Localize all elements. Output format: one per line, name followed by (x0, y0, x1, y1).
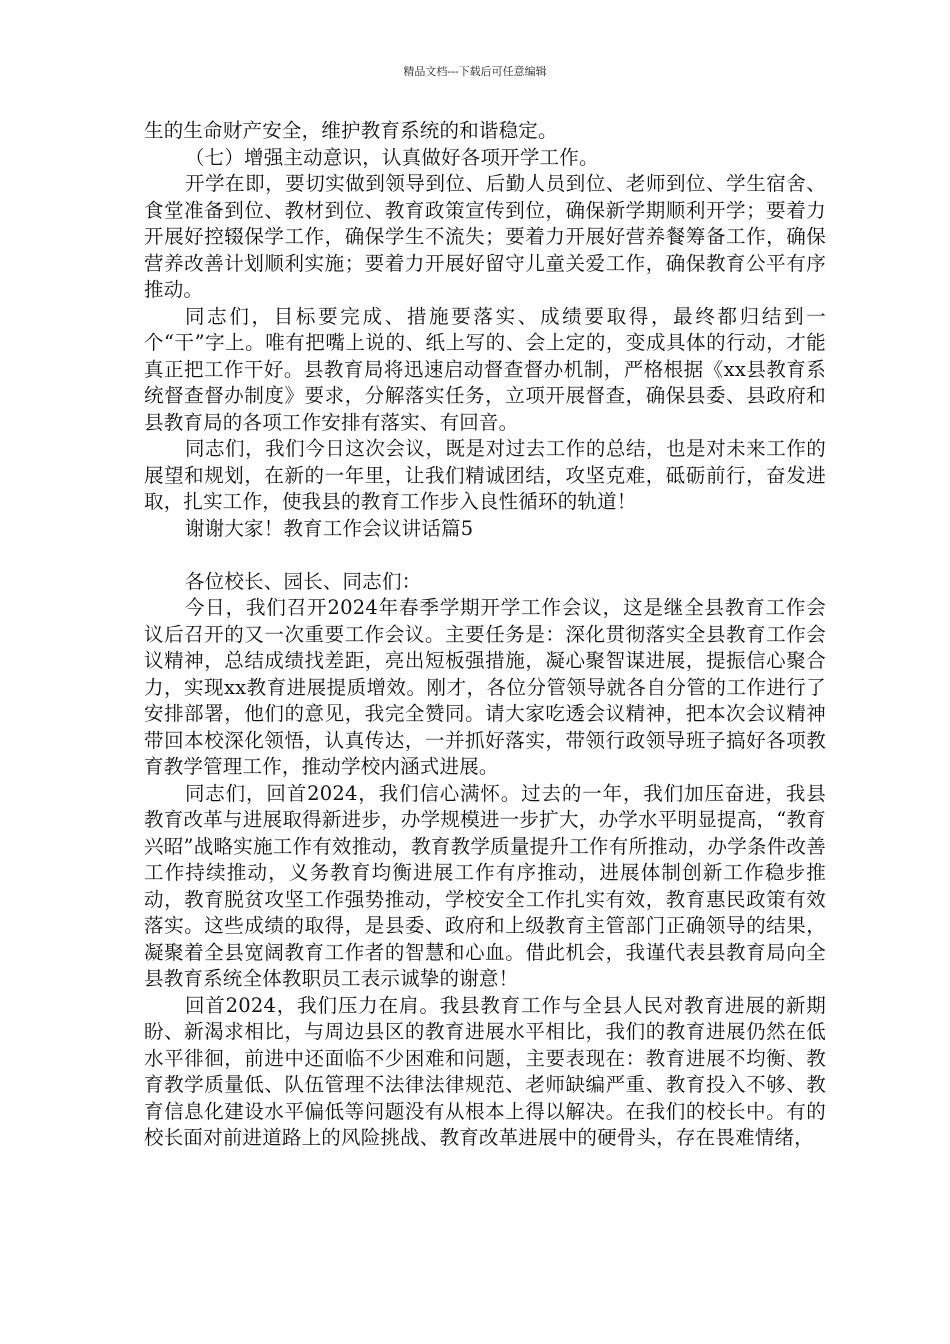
paragraph: 同志们，回首2024，我们信心满怀。过去的一年，我们加压奋进，我县教育改革与进展取得新进步，办学规模进一步扩大，办学水平明显提高，“教育兴昭”战略实施工作有效推动，教育教学质量提升工作有所推动，办学条件改善工作持续推动，义务教育均衡进展工作有序推动，进展体制创新工作稳步推动，教育脱贫攻坚工作强势推动，学校安全工作扎实有效，教育惠民政策有效落实。这些成绩的取得，是县委、政府和上级教育主管部门正确领导的结果，凝聚着全县宽阔教育工作者的智慧和心血。借此机会，我谨代表县教育局向全县教育系统全体教职员工表示诚挚的谢意！ (144, 781, 826, 990)
paragraph: 开学在即，要切实做到领导到位、后勤人员到位、老师到位、学生宿舍、食堂准备到位、教材到位、教育政策宣传到位，确保新学期顺利开学；要着力开展好控辍保学工作，确保学生不流失；要着力开展好营养餐筹备工作，确保营养改善计划顺利实施；要着力开展好留守儿童关爱工作，确保教育公平有序推动。 (144, 172, 826, 301)
paragraph: 回首2024，我们压力在肩。我县教育工作与全县人民对教育进展的新期盼、新渴求相比，与周边县区的教育进展水平相比，我们的教育进展仍然在低水平徘徊，前进中还面临不少困难和问题，主要表现在：教育进展不均衡、教育教学质量低、队伍管理不法律法律规范、老师缺编严重、教育投入不够、教育信息化建设水平偏低等问题没有从根本上得以解决。在我们的校长中。有的校长面对前进道路上的风险挑战、教育改革进展中的硬骨头，存在畏难情绪， (144, 993, 826, 1149)
salutation: 各位校长、园长、同志们： (184, 569, 422, 593)
paragraph: 同志们，目标要完成、措施要落实、成绩要取得，最终都归结到一个“干”字上。唯有把嘴上说的、纸上写的、会上定的，变成具体的行动，才能真正把工作干好。县教育局将迅速启动督查督办机制，严格根据《xx县教育系统督查督办制度》要求，分解落实任务，立项开展督查，确保县委、县政府和县教育局的各项工作安排有落实、有回音。 (144, 304, 826, 434)
speech-title: 谢谢大家！教育工作会议讲话篇5 (184, 516, 474, 540)
paragraph: 今日，我们召开2024年春季学期开学工作会议，这是继全县教育工作会议后召开的又一次重要工作会议。主要任务是：深化贯彻落实全县教育工作会议精神，总结成绩找差距，亮出短板强措施，凝心聚智谋进展，提振信心聚合力，实现xx教育进展提质增效。刚才，各位分管领导就各自分管的工作进行了安排部署，他们的意见，我完全赞同。请大家吃透会议精神，把本次会议精神带回本校深化领悟，认真传达，一并抓好落实，带领行政领导班子搞好各项教育教学管理工作，推动学校内涵式进展。 (144, 596, 826, 778)
page-header: 精品文档---下载后可任意编辑 (403, 65, 547, 78)
document-body (144, 118, 826, 1152)
paragraph: 同志们，我们今日这次会议，既是对过去工作的总结，也是对未来工作的展望和规划，在新的一年里，让我们精诚团结，攻坚克难，砥砺前行，奋发进取，扎实工作，使我县的教育工作步入良性循环的轨道！ (144, 437, 826, 513)
section-heading: （七）增强主动意识，认真做好各项开学工作。 (184, 145, 599, 169)
blank-line (144, 542, 826, 569)
paragraph-continuation: 生的生命财产安全，维护教育系统的和谐稳定。 (144, 119, 558, 142)
